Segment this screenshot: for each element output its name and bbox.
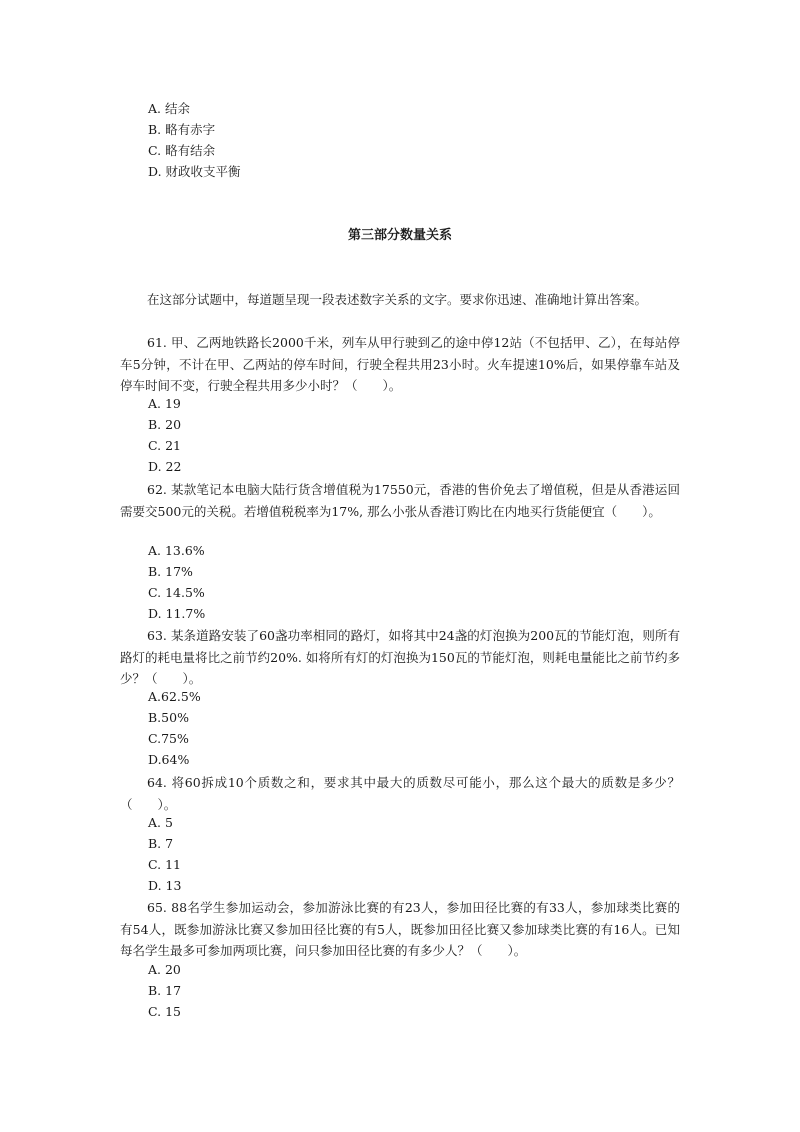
question-65-option-a: A. 20 [148, 962, 181, 977]
question-62-option-a: A. 13.6% [148, 543, 205, 558]
question-62-option-c: C. 14.5% [148, 585, 205, 600]
question-63-option-d: D.64% [148, 752, 190, 767]
question-64-option-b: B. 7 [148, 836, 174, 851]
prev-option-d: D. 财政收支平衡 [148, 164, 241, 179]
question-64-option-a: A. 5 [148, 815, 173, 830]
question-64-option-c: C. 11 [148, 857, 181, 872]
question-61-option-c: C. 21 [148, 438, 181, 453]
question-64-option-d: D. 13 [148, 878, 182, 893]
question-61-option-d: D. 22 [148, 459, 182, 474]
question-62-option-b: B. 17% [148, 564, 193, 579]
question-61-option-a: A. 19 [148, 396, 181, 411]
question-63-option-b: B.50% [148, 710, 189, 725]
question-62-option-d: D. 11.7% [148, 606, 206, 621]
question-63-option-c: C.75% [148, 731, 189, 746]
section-title: 第三部分数量关系 [347, 228, 452, 243]
question-63-option-a: A.62.5% [148, 689, 201, 704]
prev-option-a: A. 结余 [148, 101, 190, 116]
section-intro: 在这部分试题中，每道题呈现一段表述数字关系的文字。要求你迅速、准确地计算出答案。 [147, 292, 648, 307]
prev-option-c: C. 略有结余 [148, 143, 216, 158]
question-65-option-b: B. 17 [148, 983, 182, 998]
question-61-option-b: B. 20 [148, 417, 182, 432]
question-61-text: 61. 甲、乙两地铁路长2000千米，列车从甲行驶到乙的途中停12站（不包括甲、乙），在每站停车5分钟，不计在甲、乙两站的停车时间，行驶全程共用23小时。火车提速10%后，如果停靠车站及停车时间不变，行驶全程共用多少小时？（ ）。 [120, 335, 680, 393]
question-65-option-c: C. 15 [148, 1004, 181, 1019]
prev-option-b: B. 略有赤字 [148, 122, 216, 137]
question-65-text: 65. 88名学生参加运动会，参加游泳比赛的有23人，参加田径比赛的有33人，参加球类比赛的有54人，既参加游泳比赛又参加田径比赛的有5人，既参加田径比赛又参加球类比赛的有16人。已知每名学生最多可参加两项比赛，问只参加田径比赛的有多少人？（ ）。 [120, 900, 680, 958]
question-64-text: 64. 将60拆成10个质数之和，要求其中最大的质数尽可能小，那么这个最大的质数是多少？（ ）。 [120, 775, 680, 812]
question-62-text: 62. 某款笔记本电脑大陆行货含增值税为17550元，香港的售价免去了增值税，但是从香港运回需要交500元的关税。若增值税税率为17%, 那么小张从香港订购比在内地买行货能便宜（ ）。 [120, 482, 680, 519]
question-63-text: 63. 某条道路安装了60盏功率相同的路灯，如将其中24盏的灯泡换为200瓦的节能灯泡，则所有路灯的耗电量将比之前节约20%. 如将所有灯的灯泡换为150瓦的节能灯泡，则耗电量能比之前节约多少？（ ）。 [120, 628, 680, 686]
